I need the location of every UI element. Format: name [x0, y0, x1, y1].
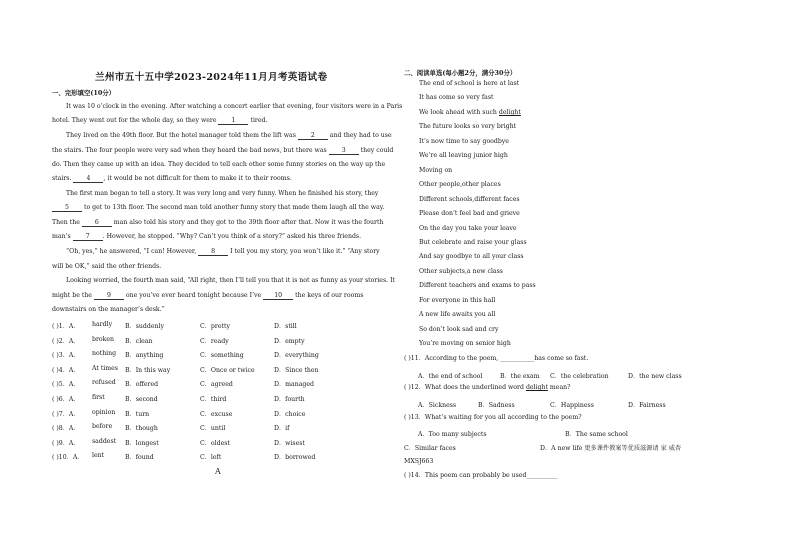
question-number: ( )1．A．: [52, 323, 80, 330]
blank-number: 1: [218, 118, 248, 125]
passage-line: [52, 162, 385, 168]
question-number: ( )6．A．: [52, 396, 80, 403]
q14-stem: ( )14．This poem can probably be used__________: [404, 472, 558, 479]
passage-line: [52, 293, 363, 300]
q11-option-a: A．the end of school: [418, 373, 483, 380]
q11-option-c: C．the celebration: [550, 373, 609, 380]
option-b: B．In this way: [125, 366, 171, 374]
blank-number: 5: [52, 205, 82, 212]
blank-number: 10: [263, 293, 293, 300]
q13-option-c: C．Similar faces: [404, 445, 456, 452]
poem-line: The future looks so very bright: [419, 123, 517, 131]
q12-option-b: B．Sadness: [478, 402, 515, 409]
q12-stem-pre: ( )12．What does the underlined word: [404, 384, 526, 391]
passage-line: [52, 220, 383, 227]
option-a: lent: [92, 452, 105, 460]
poem-line: On the day you take your leave: [419, 224, 517, 232]
question-number: ( )8．A．: [52, 425, 80, 433]
question-number: ( )7．A．: [52, 410, 80, 418]
q12-stem: [404, 385, 570, 391]
page-footer-letter: A: [215, 467, 221, 476]
passage-text: The first man began to tell a story. It was very long and very funny. When he finished his story, they: [66, 190, 379, 197]
passage-text: . However, he stopped. “Why? Can’t you think of a story?” asked his three friends.: [102, 233, 362, 240]
option-d: D．everything: [274, 352, 319, 360]
q13-option-b: B．The same school: [565, 431, 628, 438]
q11-option-d: D．the new class: [628, 373, 682, 380]
question-number: ( )10．A．: [52, 454, 84, 462]
option-c: C．ready: [200, 337, 229, 345]
poem-line: It’s now time to say goodbye: [419, 137, 509, 145]
option-c: C．agreed: [200, 381, 233, 389]
passage-text: , it would be not difficult for them to make it to their rooms.: [103, 175, 292, 182]
option-a: nothing: [92, 350, 117, 358]
q13-option-d: D．A new life 更多课件教案等优质滋源请 家 威杏: [540, 445, 682, 452]
option-b: B．found: [125, 454, 154, 462]
q12-stem-post: mean?: [547, 384, 571, 391]
passage-text: man also told his story and they got to the 39th floor after that. Now it was the fourth: [111, 219, 384, 226]
passage-line: [52, 148, 393, 155]
poem-line: We’re all leaving junior high: [419, 152, 508, 160]
passage-text: stairs.: [52, 175, 74, 182]
option-d: D．fourth: [274, 396, 305, 403]
passage-text: to get to 13th floor. The second man told another funny story that made them laugh all the way.: [82, 204, 385, 211]
option-d: D．empty: [274, 337, 305, 345]
passage-line: [52, 307, 165, 313]
option-b: B．suddenly: [125, 323, 164, 330]
option-d: D．choice: [274, 410, 306, 418]
underlined-word: delight: [498, 108, 521, 116]
option-b: B．anything: [125, 352, 164, 360]
passage-line: [52, 234, 361, 241]
poem-line: The end of school is here at last: [419, 80, 520, 87]
passage-text: and they had to use: [327, 132, 392, 139]
option-a: refused: [92, 379, 116, 387]
poem-line: For everyone in this hall: [419, 296, 496, 304]
q11-stem: ( )11．According to the poem, ___________has come so fast.: [404, 355, 589, 362]
passage-text: hotel. They went out for the whole day, so they were: [52, 117, 219, 124]
poem-line: [419, 109, 521, 116]
poem-line: Moving on: [419, 166, 453, 174]
option-b: B．though: [125, 425, 158, 433]
option-c: C．excuse: [200, 410, 233, 418]
passage-text: I tell you my story, you won’t like it.” “Any story: [228, 248, 380, 255]
option-d: D．still: [274, 323, 297, 330]
poem-text: We look ahead with such: [419, 108, 499, 116]
option-a: At times: [92, 364, 118, 372]
poem-line: You’re moving on senior high: [419, 340, 511, 348]
question-number: ( )3．A．: [52, 352, 80, 360]
passage-line: [66, 104, 402, 110]
page-title: 兰州市五十五中学2023-2024年11月月考英语试卷: [95, 72, 328, 83]
option-d: D．Since then: [274, 366, 319, 374]
q12-option-a: A．Sickness: [418, 402, 457, 409]
passage-text: the stairs. The four people were very sad when they heard the bad news, but there was: [52, 147, 329, 154]
passage-text: might be the: [52, 292, 94, 299]
option-c: C．until: [200, 425, 226, 433]
poem-line: And say goodbye to all your class: [419, 253, 524, 261]
poem-line: Different teachers and exams to pass: [419, 282, 536, 290]
blank-number: 4: [73, 176, 103, 183]
passage-line: [52, 176, 292, 183]
passage-text: It was 10 o’clock in the evening. After watching a concert earlier that evening, four visitors were in a Paris: [66, 103, 403, 110]
option-c: C．something: [200, 352, 244, 360]
option-a: hardly: [92, 321, 113, 328]
poem-line: Please don’t feel bad and grieve: [419, 210, 520, 218]
option-b: B．offered: [125, 381, 159, 389]
option-d: D．wisest: [274, 439, 305, 447]
poem-line: A new life awaits you all: [419, 311, 496, 319]
passage-text: they could: [358, 147, 394, 154]
poem-line: Other people,other places: [419, 181, 501, 189]
section2-heading: 二、阅读单选(每小题2分，满分30分）: [404, 69, 517, 77]
option-a: first: [92, 394, 105, 401]
poem-line: It has come so very fast: [419, 94, 494, 102]
passage-text: the keys of our rooms: [293, 292, 364, 299]
passage-line: [66, 133, 392, 140]
option-d: D．managed: [274, 381, 314, 389]
poem-line: Different schools,different faces: [419, 195, 520, 203]
option-c: C．pretty: [200, 323, 230, 330]
passage-line: [52, 264, 161, 270]
option-b: B．longest: [125, 439, 159, 447]
poem-line: But celebrate and raise your glass: [419, 238, 527, 246]
blank-number: 8: [198, 249, 228, 256]
passage-text: Then the: [52, 219, 82, 226]
passage-text: downstairs on the manager’s desk.”: [52, 306, 165, 313]
q13-extra-text: MXSJ663: [404, 458, 434, 465]
poem-line: So don’t look sad and cry: [419, 325, 499, 333]
option-c: C．third: [200, 396, 227, 403]
option-a: broken: [92, 335, 115, 343]
passage-text: “Oh, yes,” he answered, “I can! However,: [66, 248, 199, 255]
passage-text: They lived on the 49th floor. But the hotel manager told them the lift was: [66, 132, 298, 139]
passage-text: do. Then they came up with an idea. They decided to tell each other some funny stories on the way up the: [52, 161, 386, 168]
q13-option-a: A．Too many subjects: [418, 431, 487, 438]
q11-option-b: B．the exam: [500, 373, 540, 380]
passage-text: man’s: [52, 233, 73, 240]
passage-line: [66, 249, 380, 256]
option-c: C．Once or twice: [200, 366, 255, 374]
option-b: B．clean: [125, 337, 153, 345]
section1-heading: 一、完形填空(10分）: [52, 89, 116, 97]
passage-line: [52, 118, 267, 125]
blank-number: 9: [94, 293, 124, 300]
passage-line: [66, 191, 378, 197]
question-number: ( )2．A．: [52, 337, 80, 345]
option-d: D．if: [274, 425, 290, 433]
blank-number: 6: [82, 220, 112, 227]
option-b: B．turn: [125, 410, 150, 418]
passage-line: [66, 278, 395, 284]
question-number: ( )5．A．: [52, 381, 80, 389]
passage-line: [52, 205, 384, 212]
q12-underlined-word: delight: [525, 384, 548, 391]
option-a: before: [92, 423, 113, 431]
passage-text: one you’ve ever heard tonight because I’ve: [123, 292, 264, 299]
q13-stem: ( )13．What’s waiting for you all according to the poem?: [404, 414, 582, 421]
passage-text: Looking worried, the fourth man said, “All right, then I’ll tell you that it is not as funny as your stories. It: [66, 277, 395, 284]
blank-number: 2: [298, 133, 328, 140]
option-a: saddest: [92, 437, 117, 445]
blank-number: 7: [73, 234, 103, 241]
option-d: D．borrowed: [274, 454, 316, 462]
option-b: B．second: [125, 396, 158, 403]
option-a: opinion: [92, 408, 116, 416]
option-c: C．left: [200, 454, 222, 462]
poem-line: Other subjects,a new class: [419, 267, 503, 275]
passage-text: tired.: [248, 117, 268, 124]
question-number: ( )9．A．: [52, 439, 80, 447]
question-number: ( )4．A．: [52, 366, 80, 374]
q12-option-d: D．Fairness: [628, 402, 666, 409]
blank-number: 3: [329, 148, 359, 155]
passage-text: will be OK,” said the other friends.: [52, 263, 162, 270]
q12-option-c: C．Happiness: [550, 402, 594, 409]
option-c: C．oldest: [200, 439, 230, 447]
